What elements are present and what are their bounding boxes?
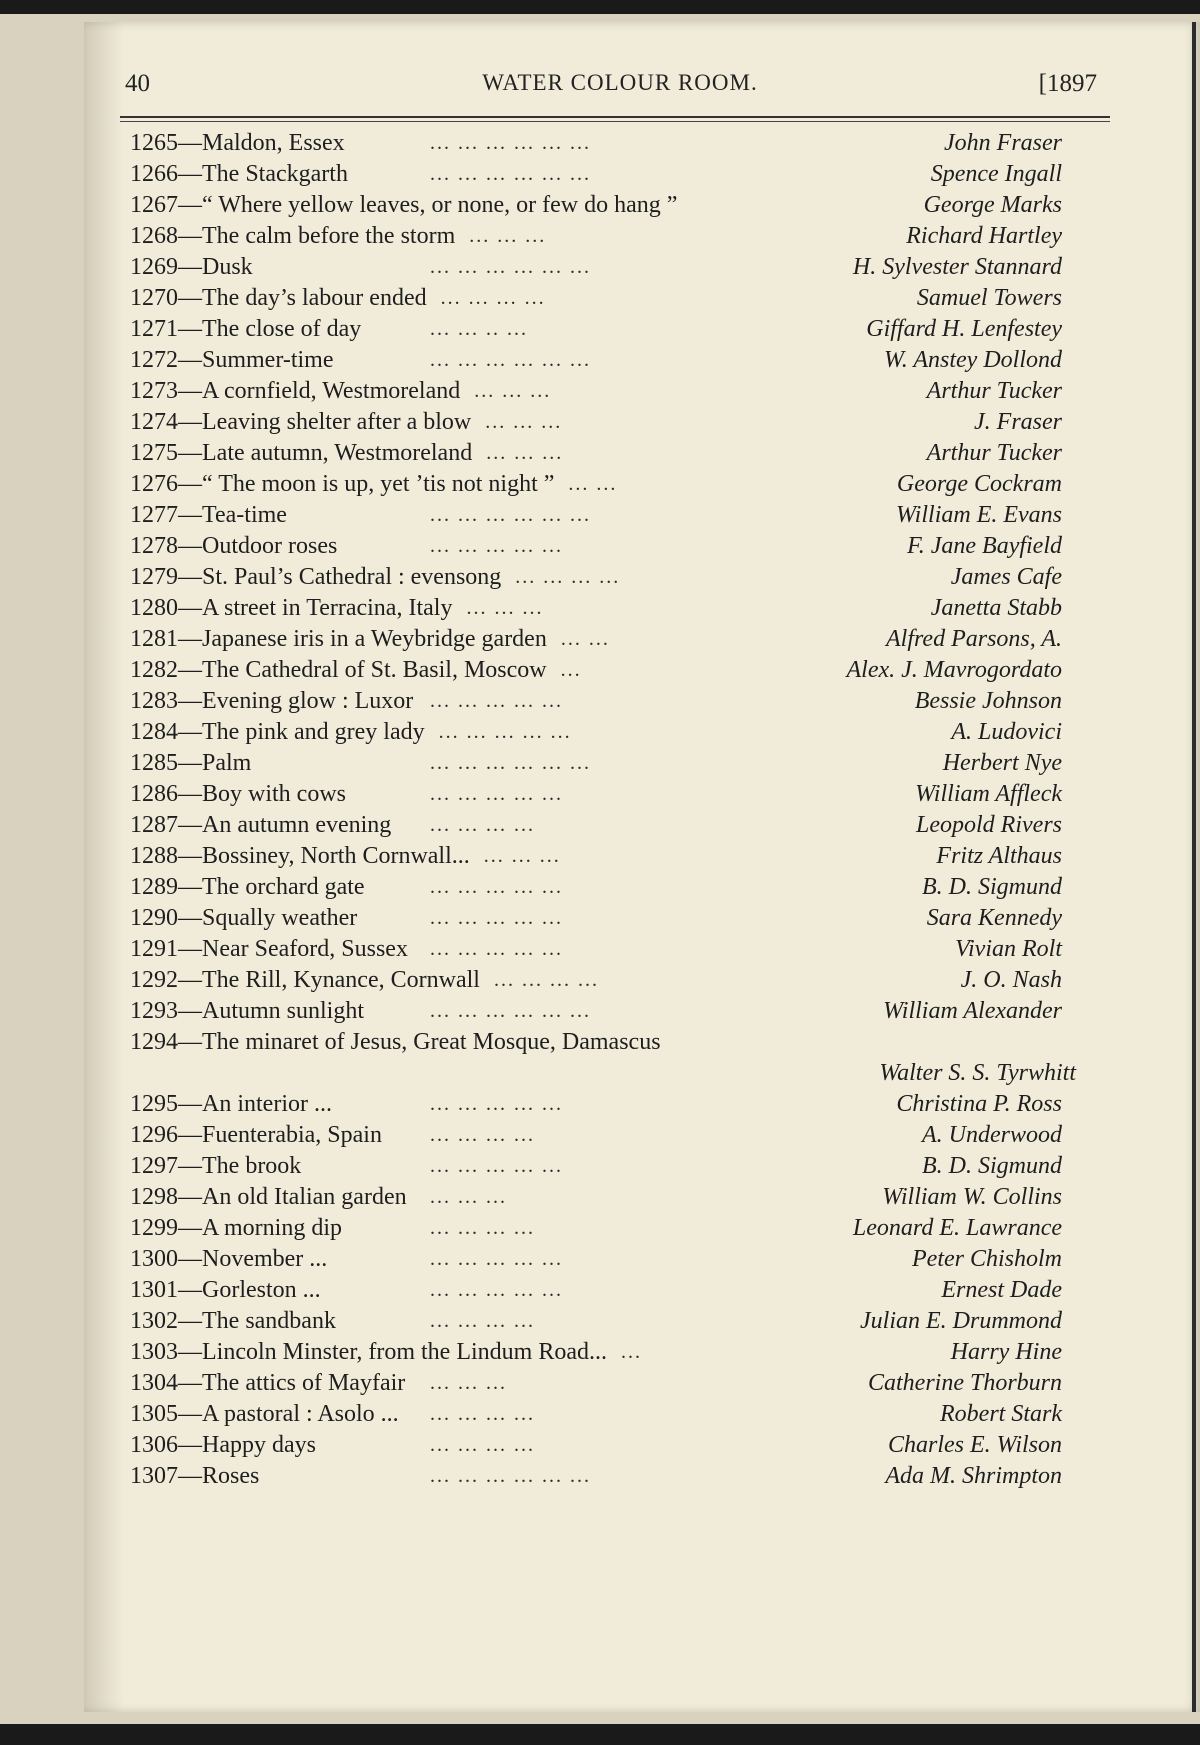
entry-title: The attics of Mayfair — [202, 1370, 406, 1396]
entry-number: 1266 — [130, 161, 178, 187]
entry-leader-dots: ... ... ... ... ... — [430, 1248, 563, 1270]
entry-artist: Julian E. Drummond — [860, 1308, 1062, 1334]
entry-title: The day’s labour ended — [202, 285, 427, 311]
catalogue-entry — [130, 624, 1120, 655]
entry-title: An old Italian garden — [202, 1184, 407, 1210]
entry-artist: W. Anstey Dollond — [884, 347, 1062, 373]
entry-dash: — — [178, 1153, 202, 1179]
entry-artist: Christina P. Ross — [896, 1091, 1062, 1117]
entry-title: The orchard gate — [202, 874, 365, 900]
entry-dash: — — [178, 781, 202, 807]
catalogue-entry — [130, 903, 1120, 934]
entry-leader-dots: ... ... ... ... — [493, 969, 599, 991]
entry-dash: — — [178, 595, 202, 621]
entry-artist: A. Underwood — [922, 1122, 1062, 1148]
entry-dash: — — [178, 1184, 202, 1210]
entry-number: 1296 — [130, 1122, 178, 1148]
catalogue-entry — [130, 1182, 1120, 1213]
catalogue-entry — [130, 1461, 1120, 1492]
header-rule-thin — [120, 121, 1110, 122]
entry-dash: — — [178, 657, 202, 683]
entry-artist: Robert Stark — [940, 1401, 1062, 1427]
entry-number: 1277 — [130, 502, 178, 528]
entry-dash: — — [178, 347, 202, 373]
entry-number: 1273 — [130, 378, 178, 404]
entry-leader-dots: ... ... ... ... ... — [430, 907, 563, 929]
entry-dash: — — [178, 1277, 202, 1303]
entry-title: Maldon, Essex — [202, 130, 345, 156]
catalogue-entry — [130, 965, 1120, 996]
entry-artist: William E. Evans — [896, 502, 1062, 528]
entry-title: Japanese iris in a Weybridge garden — [202, 626, 547, 652]
catalogue-entry — [130, 1337, 1120, 1368]
header-rule — [120, 116, 1110, 118]
entry-dash: — — [178, 905, 202, 931]
entry-artist: A. Ludovici — [951, 719, 1062, 745]
entry-title: “ Where yellow leaves, or none, or few do hang ” — [202, 192, 678, 218]
entry-dash: — — [178, 750, 202, 776]
entry-leader-dots: ... ... ... ... ... ... — [430, 752, 591, 774]
entry-artist: Herbert Nye — [942, 750, 1062, 776]
entry-title: Tea-time — [202, 502, 287, 528]
entry-artist: Harry Hine — [950, 1339, 1062, 1365]
entry-leader-dots: ... ... ... ... ... ... — [430, 132, 591, 154]
catalogue-entry — [130, 531, 1120, 562]
catalogue-entry — [130, 407, 1120, 438]
entry-dash: — — [178, 1029, 202, 1055]
catalogue-entry — [130, 500, 1120, 531]
entry-number: 1267 — [130, 192, 178, 218]
entry-leader-dots: ... ... ... ... — [430, 1124, 535, 1146]
entry-artist: William W. Collins — [882, 1184, 1062, 1210]
entry-number: 1299 — [130, 1215, 178, 1241]
entry-artist: John Fraser — [944, 130, 1062, 156]
catalogue-entry — [130, 1151, 1120, 1182]
entry-leader-dots: ... ... ... ... ... — [430, 690, 563, 712]
entry-artist: Leonard E. Lawrance — [852, 1215, 1062, 1241]
entry-artist: Janetta Stabb — [930, 595, 1062, 621]
entry-dash: — — [178, 719, 202, 745]
catalogue-entry — [130, 190, 1120, 221]
entry-leader-dots: ... ... ... ... ... ... — [430, 349, 591, 371]
entry-title: Gorleston ... — [202, 1277, 321, 1303]
entry-number: 1280 — [130, 595, 178, 621]
entry-number: 1275 — [130, 440, 178, 466]
entry-dash: — — [178, 1370, 202, 1396]
entry-artist: George Cockram — [896, 471, 1062, 497]
entry-artist: B. D. Sigmund — [922, 874, 1062, 900]
entry-dash: — — [178, 564, 202, 590]
entry-number: 1274 — [130, 409, 178, 435]
entry-title: Summer-time — [202, 347, 334, 373]
catalogue-entry — [130, 1306, 1120, 1337]
entry-number: 1297 — [130, 1153, 178, 1179]
entry-artist: Ada M. Shrimpton — [885, 1463, 1062, 1489]
entry-number: 1276 — [130, 471, 178, 497]
entry-dash: — — [178, 285, 202, 311]
entry-artist: F. Jane Bayfield — [907, 533, 1062, 559]
page-edge-rule — [1192, 22, 1196, 1712]
entry-artist: Sara Kennedy — [926, 905, 1062, 931]
entry-title: Palm — [202, 750, 252, 776]
entry-dash: — — [178, 130, 202, 156]
catalogue-entry — [130, 841, 1120, 872]
entry-dash: — — [178, 533, 202, 559]
entry-leader-dots: ... ... ... ... ... ... — [430, 1000, 591, 1022]
entry-dash: — — [178, 1339, 202, 1365]
entry-title: Outdoor roses — [202, 533, 338, 559]
entry-number: 1279 — [130, 564, 178, 590]
entry-dash: — — [178, 1463, 202, 1489]
catalogue-entry — [130, 934, 1120, 965]
entry-dash: — — [178, 874, 202, 900]
catalogue-entry — [130, 1089, 1120, 1120]
entry-artist: Arthur Tucker — [926, 440, 1062, 466]
entry-number: 1295 — [130, 1091, 178, 1117]
entry-title: St. Paul’s Cathedral : evensong — [202, 564, 502, 590]
entry-leader-dots: ... ... ... — [430, 1372, 507, 1394]
entry-leader-dots: ... ... ... — [466, 597, 544, 619]
entry-number: 1285 — [130, 750, 178, 776]
entry-artist: Leopold Rivers — [916, 812, 1062, 838]
entry-artist: Alfred Parsons, A. — [885, 626, 1062, 652]
entry-title: November ... — [202, 1246, 328, 1272]
catalogue-entry — [130, 655, 1120, 686]
entry-title: Fuenterabia, Spain — [202, 1122, 382, 1148]
catalogue-entry — [130, 1430, 1120, 1461]
entry-leader-dots: ... ... ... ... — [430, 1217, 535, 1239]
entry-title: Evening glow : Luxor — [202, 688, 414, 714]
entry-artist: Vivian Rolt — [955, 936, 1062, 962]
catalogue-entry — [130, 1275, 1120, 1306]
entry-number: 1268 — [130, 223, 178, 249]
entry-title: A pastoral : Asolo ... — [202, 1401, 399, 1427]
catalogue-entry — [130, 748, 1120, 779]
entry-leader-dots: ... ... ... ... ... — [430, 1279, 563, 1301]
entry-artist: J. O. Nash — [960, 967, 1062, 993]
entry-title: Leaving shelter after a blow — [202, 409, 472, 435]
entry-title: The close of day — [202, 316, 362, 342]
entry-artist: Alex. J. Mavrogordato — [846, 657, 1062, 683]
entry-dash: — — [178, 1215, 202, 1241]
entry-number: 1298 — [130, 1184, 178, 1210]
entry-number: 1271 — [130, 316, 178, 342]
entry-title: An interior ... — [202, 1091, 332, 1117]
catalogue-entry — [130, 810, 1120, 841]
entry-artist: Spence Ingall — [930, 161, 1062, 187]
catalogue-entry — [130, 159, 1120, 190]
entry-artist: Richard Hartley — [906, 223, 1062, 249]
catalogue-entry — [130, 376, 1120, 407]
entry-dash: — — [178, 1091, 202, 1117]
entry-number: 1301 — [130, 1277, 178, 1303]
catalogue-entry — [130, 252, 1120, 283]
entry-artist: George Marks — [923, 192, 1062, 218]
catalogue-entry — [130, 1368, 1120, 1399]
entry-title: Roses — [202, 1463, 260, 1489]
entry-number: 1278 — [130, 533, 178, 559]
catalogue-entry — [130, 1399, 1120, 1430]
entry-dash: — — [178, 998, 202, 1024]
entry-dash: — — [178, 223, 202, 249]
entry-dash: — — [178, 688, 202, 714]
entry-number: 1269 — [130, 254, 178, 280]
entry-leader-dots: ... ... ... — [469, 225, 547, 247]
entry-title: The minaret of Jesus, Great Mosque, Damascus — [202, 1029, 661, 1055]
entry-dash: — — [178, 1401, 202, 1427]
catalogue-entry — [130, 872, 1120, 903]
running-title: WATER COLOUR ROOM. — [482, 70, 758, 95]
entry-number: 1284 — [130, 719, 178, 745]
entry-leader-dots: ... ... ... ... ... — [430, 1093, 563, 1115]
entry-leader-dots: ... ... ... — [474, 380, 552, 402]
entry-title: Boy with cows — [202, 781, 346, 807]
catalogue-entry — [130, 128, 1120, 159]
entry-dash: — — [178, 440, 202, 466]
entry-number: 1293 — [130, 998, 178, 1024]
entry-number: 1283 — [130, 688, 178, 714]
entry-number: 1290 — [130, 905, 178, 931]
entry-leader-dots: ... ... ... ... ... — [430, 876, 563, 898]
entry-artist: Fritz Althaus — [936, 843, 1062, 869]
entry-leader-dots: ... ... ... — [486, 442, 564, 464]
entry-title: “ The moon is up, yet ’tis not night ” — [202, 471, 555, 497]
entry-leader-dots: ... ... ... — [485, 411, 563, 433]
entry-leader-dots: ... ... .. ... — [430, 318, 528, 340]
entry-leader-dots: ... ... ... ... — [440, 287, 546, 309]
entry-dash: — — [178, 254, 202, 280]
page-gutter-shadow — [84, 22, 124, 1712]
entry-artist: Giffard H. Lenfestey — [866, 316, 1062, 342]
entry-number: 1272 — [130, 347, 178, 373]
entry-dash: — — [178, 192, 202, 218]
catalogue-entry — [130, 221, 1120, 252]
entry-dash: — — [178, 1246, 202, 1272]
entry-number: 1286 — [130, 781, 178, 807]
entry-artist: Ernest Dade — [941, 1277, 1062, 1303]
entry-dash: — — [178, 1308, 202, 1334]
entry-leader-dots: ... ... ... ... — [430, 1310, 535, 1332]
catalogue-entry — [130, 996, 1120, 1027]
entry-dash: — — [178, 626, 202, 652]
catalogue-entry — [130, 593, 1120, 624]
entry-number: 1302 — [130, 1308, 178, 1334]
entry-leader-dots: ... ... ... ... ... ... — [430, 256, 591, 278]
entry-title: The Rill, Kynance, Cornwall — [202, 967, 480, 993]
entry-dash: — — [178, 161, 202, 187]
catalogue-entry — [130, 469, 1120, 500]
entry-artist: James Cafe — [950, 564, 1062, 590]
entry-title: A morning dip — [202, 1215, 343, 1241]
entry-leader-dots: ... ... ... ... ... — [438, 721, 572, 743]
entry-number: 1294 — [130, 1029, 178, 1055]
entry-title: The brook — [202, 1153, 302, 1179]
entry-title: Lincoln Minster, from the Lindum Road... — [202, 1339, 607, 1365]
catalogue-entry — [130, 562, 1120, 593]
entry-leader-dots: ... ... ... ... ... — [430, 1155, 563, 1177]
entry-artist: Bessie Johnson — [914, 688, 1062, 714]
entry-leader-dots: ... ... ... ... ... — [430, 938, 563, 960]
entry-artist: William Affleck — [915, 781, 1062, 807]
catalogue-entry-list — [130, 128, 1120, 1492]
entry-artist: Arthur Tucker — [926, 378, 1062, 404]
entry-dash: — — [178, 812, 202, 838]
catalogue-entry — [130, 686, 1120, 717]
entry-title: A cornfield, Westmoreland — [202, 378, 461, 404]
entry-number: 1303 — [130, 1339, 178, 1365]
entry-title: A street in Terracina, Italy — [202, 595, 453, 621]
entry-artist: Samuel Towers — [916, 285, 1062, 311]
entry-title: The pink and grey lady — [202, 719, 425, 745]
page-header — [125, 70, 1115, 110]
page-number: 40 — [125, 70, 150, 97]
entry-title: Squally weather — [202, 905, 358, 931]
entry-number: 1304 — [130, 1370, 178, 1396]
entry-title: Autumn sunlight — [202, 998, 365, 1024]
entry-number: 1265 — [130, 130, 178, 156]
entry-dash: — — [178, 502, 202, 528]
entry-title: The sandbank — [202, 1308, 336, 1334]
entry-title: Bossiney, North Cornwall... — [202, 843, 470, 869]
entry-title: The calm before the storm — [202, 223, 456, 249]
entry-leader-dots: ... ... ... ... — [430, 814, 535, 836]
entry-dash: — — [178, 1122, 202, 1148]
catalogue-entry — [130, 1120, 1120, 1151]
entry-leader-dots: ... ... ... — [483, 845, 561, 867]
entry-dash: — — [178, 967, 202, 993]
entry-title: The Stackgarth — [202, 161, 348, 187]
entry-artist: Peter Chisholm — [912, 1246, 1062, 1272]
year-label: [1897 — [1038, 70, 1097, 97]
entry-number: 1281 — [130, 626, 178, 652]
entry-number: 1307 — [130, 1463, 178, 1489]
catalogue-entry — [130, 345, 1120, 376]
entry-title: The Cathedral of St. Basil, Moscow — [202, 657, 547, 683]
entry-leader-dots: ... ... ... — [430, 1186, 507, 1208]
entry-artist: B. D. Sigmund — [922, 1153, 1062, 1179]
entry-title: Happy days — [202, 1432, 316, 1458]
entry-title: Dusk — [202, 254, 253, 280]
entry-title: An autumn evening — [202, 812, 392, 838]
entry-dash: — — [178, 843, 202, 869]
entry-leader-dots: ... ... ... ... ... — [430, 535, 563, 557]
entry-number: 1289 — [130, 874, 178, 900]
entry-leader-dots: ... ... ... ... — [515, 566, 621, 588]
entry-dash: — — [178, 316, 202, 342]
entry-number: 1306 — [130, 1432, 178, 1458]
entry-leader-dots: ... ... ... ... ... ... — [430, 1465, 591, 1487]
entry-leader-dots: ... ... ... ... ... ... — [430, 504, 591, 526]
catalogue-entry — [130, 1244, 1120, 1275]
entry-number: 1287 — [130, 812, 178, 838]
entry-artist: Walter S. S. Tyrwhitt — [879, 1060, 1076, 1086]
catalogue-entry — [130, 1027, 1120, 1089]
entry-leader-dots: ... — [620, 1341, 642, 1363]
entry-title: Near Seaford, Sussex — [202, 936, 408, 962]
entry-dash: — — [178, 936, 202, 962]
entry-leader-dots: ... ... ... ... ... ... — [430, 163, 591, 185]
entry-number: 1305 — [130, 1401, 178, 1427]
entry-number: 1300 — [130, 1246, 178, 1272]
entry-number: 1288 — [130, 843, 178, 869]
entry-number: 1292 — [130, 967, 178, 993]
catalogue-entry — [130, 1213, 1120, 1244]
catalogue-entry — [130, 717, 1120, 748]
entry-dash: — — [178, 409, 202, 435]
entry-artist: Charles E. Wilson — [887, 1432, 1062, 1458]
entry-artist: Catherine Thorburn — [867, 1370, 1062, 1396]
entry-number: 1291 — [130, 936, 178, 962]
catalogue-entry — [130, 779, 1120, 810]
entry-dash: — — [178, 378, 202, 404]
entry-leader-dots: ... — [560, 659, 582, 681]
entry-leader-dots: ... ... ... ... — [430, 1403, 535, 1425]
entry-leader-dots: ... ... ... ... ... — [430, 783, 563, 805]
entry-number: 1282 — [130, 657, 178, 683]
catalogue-entry — [130, 438, 1120, 469]
entry-dash: — — [178, 1432, 202, 1458]
entry-leader-dots: ... ... ... ... — [430, 1434, 535, 1456]
entry-number: 1270 — [130, 285, 178, 311]
entry-leader-dots: ... ... — [568, 473, 618, 495]
catalogue-entry — [130, 283, 1120, 314]
entry-artist: William Alexander — [883, 998, 1062, 1024]
entry-dash: — — [178, 471, 202, 497]
entry-title: Late autumn, Westmoreland — [202, 440, 473, 466]
catalogue-entry — [130, 314, 1120, 345]
entry-leader-dots: ... ... — [560, 628, 610, 650]
entry-artist: H. Sylvester Stannard — [852, 254, 1062, 280]
entry-artist: J. Fraser — [974, 409, 1062, 435]
